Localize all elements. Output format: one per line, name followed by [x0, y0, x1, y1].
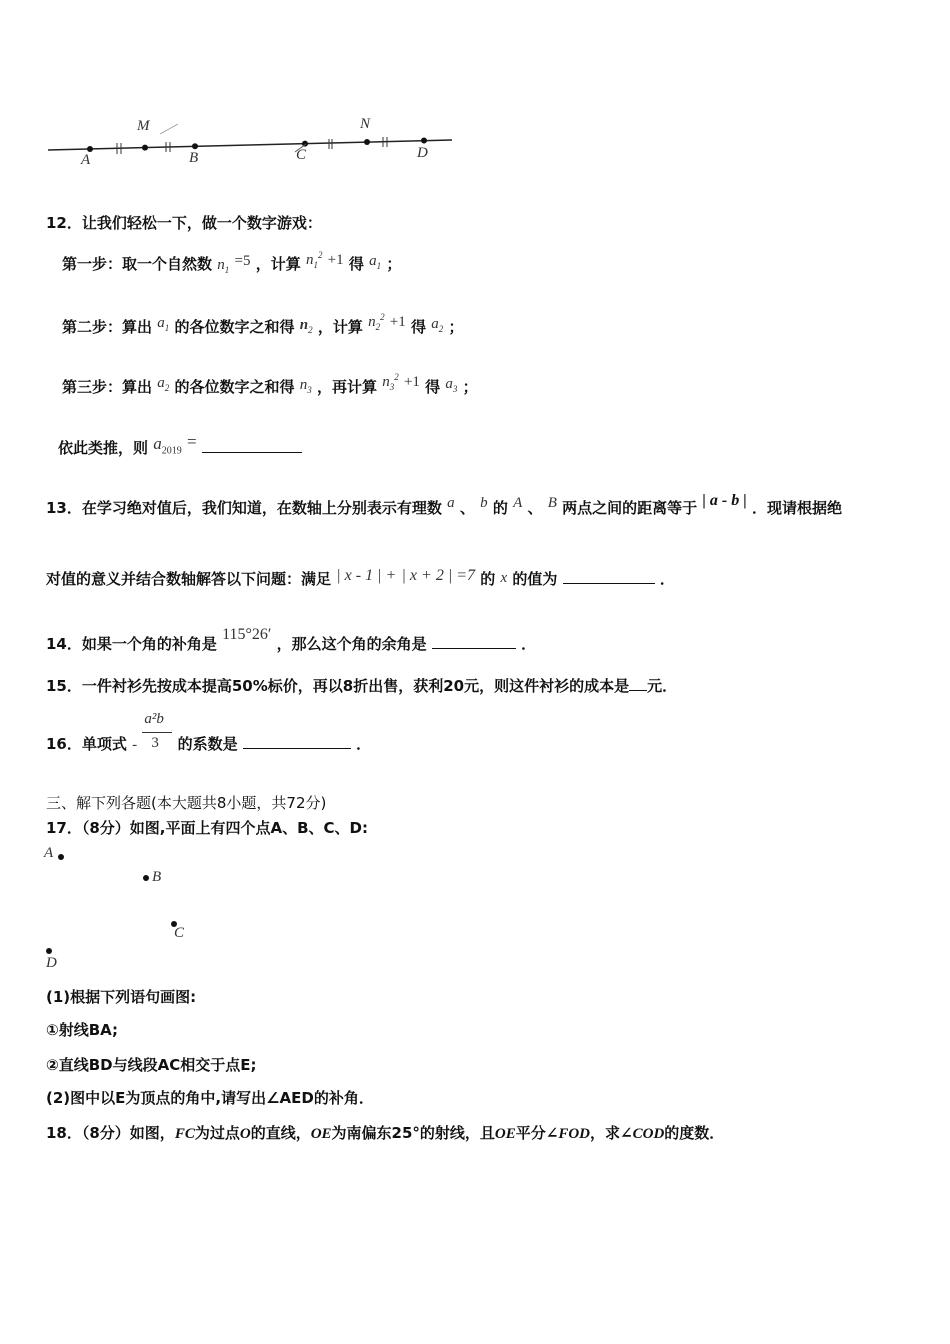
q17-part1b: ②直线BD与线段AC相交于点E;	[46, 1056, 257, 1074]
q12-step2: 第二步：算出 $a_1$ 的各位数字之和得 $n_2$ ，计算 $n_2^2 +1$ 得 $a_2$ ；	[62, 312, 464, 336]
label-C: C	[296, 147, 307, 163]
q17-label-B: B	[152, 869, 162, 885]
q12-step1: 第一步：取一个自然数 $n_1 =5$ ，计算 $n_1^2 +1$ 得 $a_1$ ；	[62, 250, 402, 275]
number-line-figure	[40, 112, 460, 182]
q17-point-D	[46, 948, 52, 954]
q17-label-A: A	[44, 845, 54, 861]
label-A: A	[81, 152, 91, 168]
q16: 16．单项式 - $\frac{\text{a²b}}{3}$ 的系数是 ．	[46, 711, 372, 753]
q13-line2: 对值的意义并结合数轴解答以下问题：满足 | x - 1 | + | x + 2 | =7 的 x 的值为 ．	[46, 567, 675, 588]
q17-title: 17．（8分）如图,平面上有四个点A、B、C、D:	[46, 819, 369, 837]
label-M: M	[137, 118, 150, 134]
number-line-svg	[40, 112, 460, 182]
q12-final: 依此类推，则 $a_{2019}$ =	[58, 432, 302, 458]
q17-part2: (2)图中以E为顶点的角中,请写出∠AED的补角．	[46, 1089, 374, 1107]
q15-answer-blank[interactable]	[629, 676, 647, 691]
q14-answer-blank[interactable]	[432, 634, 516, 649]
q17-point-B	[143, 875, 149, 881]
q14: 14．如果一个角的补角是 115°26′ ，那么这个角的余角是 ．	[46, 626, 537, 653]
q17-part1: (1)根据下列语句画图:	[46, 988, 197, 1006]
q15: 15．一件衬衫先按成本提高50%标价，再以8折出售，获利20元，则这件衬衫的成本是 元．	[46, 677, 678, 695]
q17-label-C: C	[174, 925, 185, 941]
section-3-title: 三、解下列各题(本大题共8小题，共72分)	[46, 794, 327, 812]
label-D: D	[417, 145, 428, 161]
q17-point-A	[58, 854, 64, 860]
q12-answer-blank[interactable]	[202, 438, 302, 453]
q17-label-D: D	[46, 955, 57, 971]
q13-line1: 13．在学习绝对值后，我们知道，在数轴上分别表示有理数 a 、 b 的 A 、 B 两点之间的距离等于 | a - b | ．现请根据绝	[46, 492, 843, 517]
q17-figure	[40, 845, 200, 975]
q17-part1a: ①射线BA;	[46, 1021, 119, 1039]
q12-title: 12．让我们轻松一下，做一个数字游戏：	[46, 214, 322, 232]
q16-fraction: $\frac{\text{a²b}}{3}$	[142, 733, 172, 749]
label-B: B	[189, 150, 199, 166]
q16-answer-blank[interactable]	[243, 734, 351, 749]
q12-step3: 第三步：算出 $a_2$ 的各位数字之和得 $n_3$ ，再计算 $n_3^2 +1$ 得 $a_3$ ；	[62, 372, 478, 396]
q13-answer-blank[interactable]	[563, 569, 655, 584]
label-N: N	[360, 116, 371, 132]
q18: 18．（8分）如图，FC为过点O的直线，OE为南偏东25°的射线，且OE平分∠FOD，求∠COD的度数．	[46, 1124, 725, 1142]
